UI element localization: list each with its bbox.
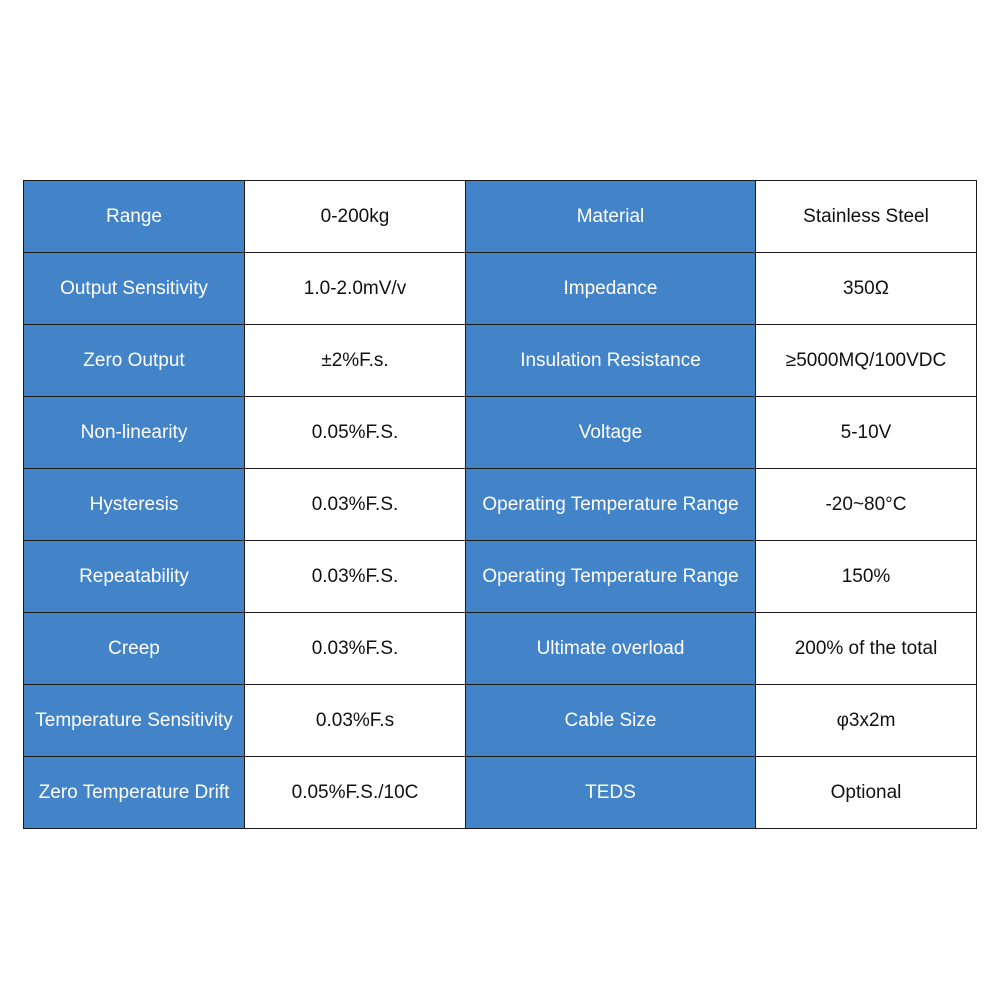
spec-value: φ3x2m bbox=[756, 685, 977, 757]
spec-label: TEDS bbox=[466, 757, 756, 829]
table-row bbox=[24, 757, 977, 829]
table-row bbox=[24, 685, 977, 757]
table-row bbox=[24, 253, 977, 325]
spec-label: Zero Temperature Drift bbox=[24, 757, 245, 829]
spec-label: Zero Output bbox=[24, 325, 245, 397]
spec-value: 0-200kg bbox=[245, 181, 466, 253]
table-row bbox=[24, 613, 977, 685]
spec-value: 0.03%F.s bbox=[245, 685, 466, 757]
spec-label: Operating Temperature Range bbox=[466, 469, 756, 541]
spec-value: 0.03%F.S. bbox=[245, 613, 466, 685]
spec-label: Repeatability bbox=[24, 541, 245, 613]
spec-value: -20~80°C bbox=[756, 469, 977, 541]
spec-label: Insulation Resistance bbox=[466, 325, 756, 397]
spec-value: Optional bbox=[756, 757, 977, 829]
table-row bbox=[24, 469, 977, 541]
spec-value: 150% bbox=[756, 541, 977, 613]
spec-value: 5-10V bbox=[756, 397, 977, 469]
table-row bbox=[24, 397, 977, 469]
spec-label: Material bbox=[466, 181, 756, 253]
specification-table bbox=[23, 180, 977, 829]
spec-value: Stainless Steel bbox=[756, 181, 977, 253]
spec-value: 0.03%F.S. bbox=[245, 469, 466, 541]
spec-label: Output Sensitivity bbox=[24, 253, 245, 325]
spec-label: Voltage bbox=[466, 397, 756, 469]
spec-value: ±2%F.s. bbox=[245, 325, 466, 397]
spec-label: Temperature Sensitivity bbox=[24, 685, 245, 757]
table-row bbox=[24, 181, 977, 253]
spec-value: 1.0-2.0mV/v bbox=[245, 253, 466, 325]
spec-label: Hysteresis bbox=[24, 469, 245, 541]
spec-label: Impedance bbox=[466, 253, 756, 325]
spec-label: Creep bbox=[24, 613, 245, 685]
table-row bbox=[24, 325, 977, 397]
spec-value: 350Ω bbox=[756, 253, 977, 325]
spec-label: Cable Size bbox=[466, 685, 756, 757]
spec-label: Operating Temperature Range bbox=[466, 541, 756, 613]
spec-label: Non-linearity bbox=[24, 397, 245, 469]
spec-value: 0.03%F.S. bbox=[245, 541, 466, 613]
spec-value: 0.05%F.S./10C bbox=[245, 757, 466, 829]
table-row bbox=[24, 541, 977, 613]
spec-value: ≥5000MQ/100VDC bbox=[756, 325, 977, 397]
spec-value: 200% of the total bbox=[756, 613, 977, 685]
spec-label: Ultimate overload bbox=[466, 613, 756, 685]
spec-label: Range bbox=[24, 181, 245, 253]
spec-value: 0.05%F.S. bbox=[245, 397, 466, 469]
